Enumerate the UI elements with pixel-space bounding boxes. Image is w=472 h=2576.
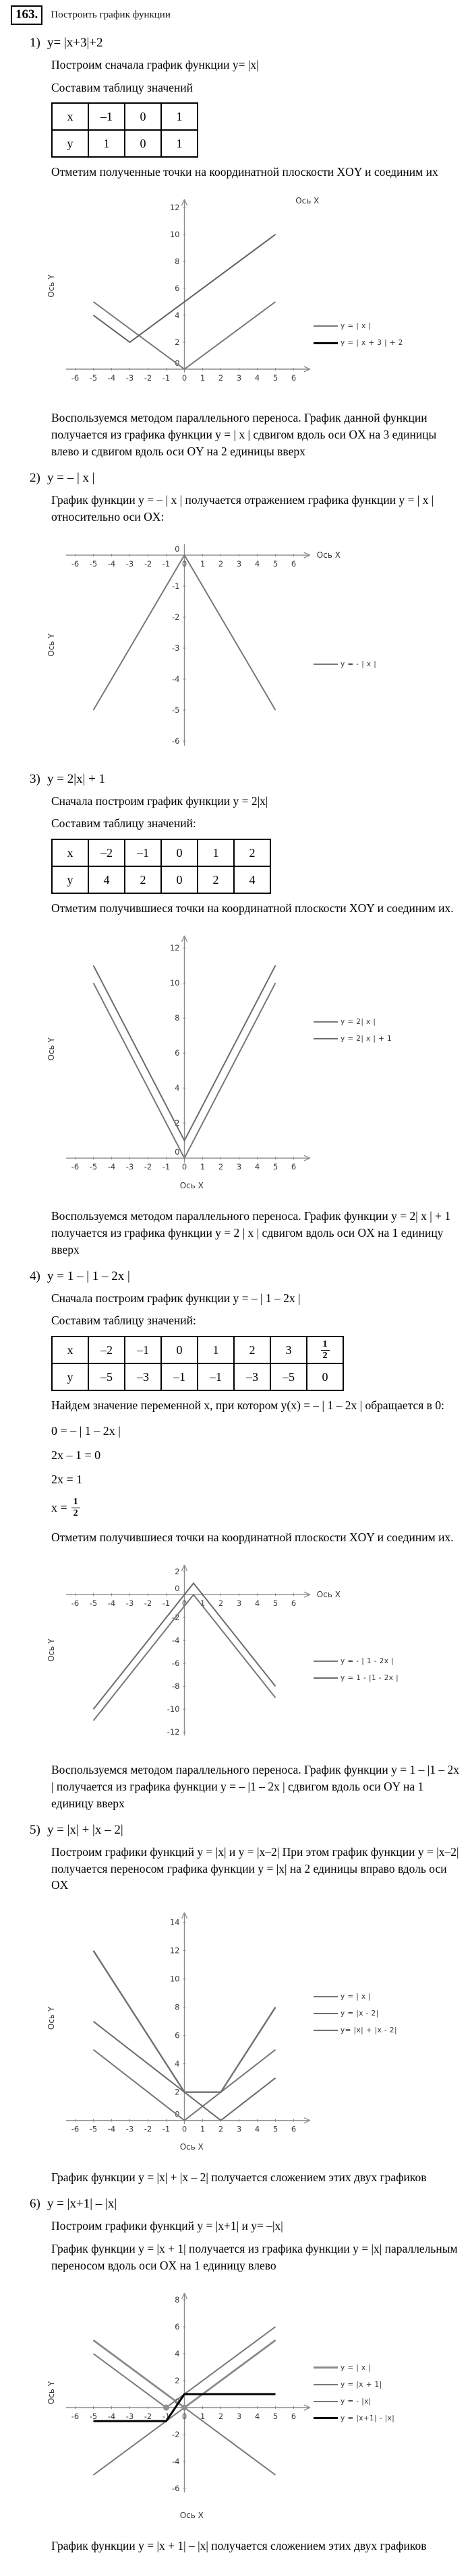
svg-text:4: 4 <box>254 1162 260 1172</box>
item-head-4 <box>30 1269 464 1284</box>
svg-text:-6: -6 <box>71 1162 80 1172</box>
svg-text:-2: -2 <box>144 1599 152 1609</box>
legend-line-swatch <box>314 1677 338 1679</box>
svg-text:5: 5 <box>272 1162 278 1172</box>
table-cell: x <box>52 1337 88 1363</box>
legend-line-swatch <box>314 2384 338 2385</box>
svg-text:2: 2 <box>218 558 224 569</box>
svg-text:-2: -2 <box>144 2411 152 2421</box>
equation-text: x = <box>51 1501 67 1515</box>
section-4 <box>9 1269 464 1812</box>
svg-text:Ось X: Ось X <box>179 2510 204 2520</box>
table-cell: x <box>52 839 88 866</box>
table-cell: 3 <box>270 1337 307 1363</box>
table-cell: 1 <box>88 130 125 157</box>
svg-text:-5: -5 <box>172 705 180 715</box>
item-label: 1) <box>30 35 40 50</box>
equation-x-half <box>51 1497 464 1519</box>
svg-text:6: 6 <box>175 2030 180 2040</box>
svg-text:3: 3 <box>236 1162 242 1172</box>
paragraph: Сначала построим график функции y = – | 1 – 2x | <box>51 1291 301 1305</box>
svg-text:0: 0 <box>175 544 180 554</box>
svg-text:0: 0 <box>175 358 180 368</box>
svg-text:2: 2 <box>175 2375 180 2385</box>
svg-text:-6: -6 <box>71 2411 80 2421</box>
table-cell: –1 <box>88 103 125 130</box>
paragraph: График функции y = |x + 1| получается из графика функции y = |x| параллельным переносом вдоль оси OX на 1 единицу влево <box>51 2241 458 2272</box>
legend-label: y = | x | <box>341 322 372 331</box>
svg-text:4: 4 <box>254 558 260 569</box>
table-cell: 1 <box>161 130 198 157</box>
svg-text:-1: -1 <box>162 1599 171 1609</box>
svg-text:-4: -4 <box>172 1636 180 1646</box>
table-cell: –1 <box>198 1363 234 1390</box>
svg-text:6: 6 <box>291 373 297 383</box>
svg-text:2: 2 <box>175 1567 180 1577</box>
table-cell: –1 <box>125 839 161 866</box>
svg-text:3: 3 <box>236 1599 242 1609</box>
equation <box>51 1448 464 1462</box>
svg-text:-4: -4 <box>107 1162 116 1172</box>
svg-text:Ось Y: Ось Y <box>47 274 56 298</box>
legend-label: y = - | x | <box>341 659 377 668</box>
svg-text:-4: -4 <box>172 674 180 684</box>
table-cell: 1 <box>198 839 234 866</box>
svg-text:-6: -6 <box>71 2124 80 2134</box>
svg-text:3: 3 <box>236 558 242 569</box>
svg-text:8: 8 <box>175 2294 180 2305</box>
svg-text:-2: -2 <box>172 1613 180 1623</box>
svg-text:-3: -3 <box>125 1599 134 1609</box>
table-cell: –5 <box>88 1363 125 1390</box>
svg-text:2: 2 <box>218 2411 224 2421</box>
svg-text:12: 12 <box>169 943 180 953</box>
legend-label: y = - |x| <box>341 2397 372 2406</box>
svg-text:-2: -2 <box>172 612 180 622</box>
svg-text:-1: -1 <box>162 2411 171 2421</box>
svg-text:-6: -6 <box>71 1599 80 1609</box>
svg-text:0: 0 <box>175 1584 180 1594</box>
paragraph: Отметим получившиеся точки на координатной плоскости XOY и соединим их. <box>51 1531 454 1545</box>
table-row <box>52 1337 343 1363</box>
paragraph: График функции y = – | x | получается отражением графика функции y = | x | относительно оси OX: <box>51 492 434 523</box>
svg-text:Ось X: Ось X <box>295 196 320 206</box>
paragraph: Составим таблицу значений: <box>51 816 196 831</box>
legend-line-swatch <box>314 1021 338 1023</box>
item-head-2 <box>30 471 464 486</box>
section-6 <box>9 2197 464 2554</box>
table-row <box>52 839 270 866</box>
svg-text:-3: -3 <box>125 373 134 383</box>
paragraph: Составим таблицу значений <box>51 80 194 94</box>
legend-entry <box>314 1673 399 1683</box>
svg-text:-3: -3 <box>125 1162 134 1172</box>
svg-text:6: 6 <box>291 1599 297 1609</box>
svg-text:4: 4 <box>175 311 180 321</box>
chart-legend <box>314 1656 399 1690</box>
svg-text:2: 2 <box>218 373 224 383</box>
svg-text:-4: -4 <box>107 1599 116 1609</box>
svg-text:-1: -1 <box>162 1162 171 1172</box>
paragraph: Построим графики функций y = |x| и y = |x–2| При этом график функции y = |x–2| получается переносом графика функции y = |x| на 2 единицы вправо вдоль оси OX <box>51 1844 459 1892</box>
svg-text:0: 0 <box>175 1147 180 1157</box>
table-cell: 0 <box>125 130 161 157</box>
svg-text:-1: -1 <box>162 2124 171 2134</box>
legend-entry <box>314 1656 399 1666</box>
legend-line-swatch <box>314 664 338 665</box>
item-formula: y = |x| + |x – 2| <box>47 1822 123 1837</box>
svg-text:-4: -4 <box>107 373 116 383</box>
item-formula: y= |x+3|+2 <box>47 35 103 50</box>
svg-text:3: 3 <box>236 373 242 383</box>
table-cell: –3 <box>125 1363 161 1390</box>
svg-text:-1: -1 <box>162 373 171 383</box>
values-table-3 <box>51 839 271 894</box>
chart-legend <box>314 321 403 355</box>
legend-line-swatch <box>314 1996 338 1997</box>
svg-text:8: 8 <box>175 1013 180 1023</box>
svg-text:4: 4 <box>254 1599 260 1609</box>
legend-label: y = |x - 2| <box>341 2009 379 2018</box>
equation-text: 2x = 1 <box>51 1473 83 1487</box>
svg-text:6: 6 <box>291 2124 297 2134</box>
legend-label: y = 2| x | <box>341 1018 376 1027</box>
section-5 <box>9 1823 464 2186</box>
table-cell: –2 <box>88 1337 125 1363</box>
chart-5 <box>27 1903 464 2158</box>
svg-text:6: 6 <box>291 1162 297 1172</box>
table-row <box>52 866 270 893</box>
svg-text:0: 0 <box>181 2124 187 2134</box>
page-title: Построить график функции <box>51 9 171 20</box>
item-formula: y = |x+1| – |x| <box>47 2197 117 2212</box>
svg-text:1: 1 <box>200 1162 206 1172</box>
legend-label: y = 2| x | + 1 <box>341 1035 392 1043</box>
legend-label: y = |x+1| - |x| <box>341 2414 395 2422</box>
svg-text:-5: -5 <box>89 373 98 383</box>
table-cell: –1 <box>125 1337 161 1363</box>
chart-2 <box>27 535 464 761</box>
table-cell: 0 <box>161 1337 198 1363</box>
legend-line-swatch <box>314 1038 338 1039</box>
svg-text:2: 2 <box>175 1118 180 1128</box>
table-cell: 4 <box>88 866 125 893</box>
table-cell: –2 <box>88 839 125 866</box>
svg-text:-2: -2 <box>144 558 152 569</box>
svg-text:-12: -12 <box>167 1727 180 1737</box>
values-table-4 <box>51 1336 344 1391</box>
legend-entry <box>314 2009 397 2018</box>
svg-text:-1: -1 <box>162 558 171 569</box>
svg-text:6: 6 <box>175 1048 180 1058</box>
svg-text:4: 4 <box>175 2059 180 2069</box>
paragraph: График функции y = |x| + |x – 2| получается сложением этих двух графиков <box>51 2170 427 2185</box>
problem-header <box>11 5 464 25</box>
svg-text:6: 6 <box>175 284 180 294</box>
paragraph: Найдем значение переменной x, при котором y(x) = – | 1 – 2x | обращается в 0: <box>51 1398 444 1413</box>
table-cell: 1 <box>198 1337 234 1363</box>
svg-text:4: 4 <box>254 373 260 383</box>
svg-text:4: 4 <box>254 2124 260 2134</box>
paragraph: Воспользуемся методом параллельного переноса. График данной функции получается из графика функции y = | x | сдвигом вдоль оси OX на 3 единицы влево и сдвигом вдоль оси OY на 2 единицы вверх <box>51 411 437 458</box>
paragraph: Воспользуемся методом параллельного переноса. График функции y = 1 – |1 – 2x | получается из графика функции y = – |1 – 2x | сдвигом вдоль оси OY на 1 единицу вверх <box>51 1763 460 1810</box>
svg-text:0: 0 <box>181 1599 187 1609</box>
svg-text:14: 14 <box>169 1917 180 1927</box>
svg-text:-2: -2 <box>144 1162 152 1172</box>
chart-4 <box>27 1555 464 1751</box>
table-cell: 0 <box>307 1363 343 1390</box>
item-label: 6) <box>30 2197 40 2212</box>
item-formula: y = – | x | <box>47 470 95 485</box>
equation <box>51 1424 464 1438</box>
table-row <box>52 130 198 157</box>
svg-text:-3: -3 <box>125 558 134 569</box>
svg-text:5: 5 <box>272 2124 278 2134</box>
svg-text:-2: -2 <box>172 2429 180 2439</box>
svg-text:-4: -4 <box>107 558 116 569</box>
svg-text:-6: -6 <box>172 2483 180 2493</box>
chart-legend <box>314 1992 397 2042</box>
table-cell: 0 <box>161 866 198 893</box>
problem-number: 163. <box>11 5 42 25</box>
equation <box>51 1473 464 1487</box>
svg-text:10: 10 <box>169 230 180 240</box>
table-cell: 2 <box>234 839 270 866</box>
legend-line-swatch <box>314 342 338 344</box>
svg-text:Ось Y: Ось Y <box>47 633 56 657</box>
paragraph: Отметим получившиеся точки на координатной плоскости XOY и соединим их. <box>51 901 454 915</box>
paragraph: График функции y = |x + 1| – |x| получается сложением этих двух графиков <box>51 2538 427 2552</box>
legend-label: y= |x| + |x - 2| <box>341 2026 397 2035</box>
svg-text:0: 0 <box>181 1162 187 1172</box>
item-label: 3) <box>30 771 40 786</box>
svg-text:4: 4 <box>175 2348 180 2358</box>
legend-entry <box>314 2397 394 2406</box>
svg-text:-3: -3 <box>125 2124 134 2134</box>
legend-entry <box>314 2026 397 2035</box>
chart-legend <box>314 2363 394 2430</box>
svg-text:0: 0 <box>175 2396 180 2406</box>
chart-legend <box>314 659 376 676</box>
legend-label: y = | x | <box>341 2363 372 2372</box>
equation-text: 2x – 1 = 0 <box>51 1448 101 1462</box>
legend-entry <box>314 2414 394 2423</box>
chart-3 <box>27 926 464 1197</box>
svg-text:-6: -6 <box>71 558 80 569</box>
fraction: $\frac{1}{2}$ <box>321 1339 330 1361</box>
legend-entry <box>314 338 403 348</box>
svg-text:-3: -3 <box>172 643 180 653</box>
svg-text:-5: -5 <box>89 2411 98 2421</box>
svg-text:-10: -10 <box>167 1704 180 1714</box>
table-cell: 0 <box>161 839 198 866</box>
legend-entry <box>314 659 376 669</box>
svg-text:-6: -6 <box>172 736 180 746</box>
legend-label: y = 1 - |1 - 2x | <box>341 1674 399 1683</box>
svg-text:4: 4 <box>175 1083 180 1093</box>
legend-entry <box>314 2363 394 2373</box>
table-row <box>52 103 198 130</box>
table-cell: –5 <box>270 1363 307 1390</box>
legend-entry <box>314 2380 394 2389</box>
section-2 <box>9 471 464 761</box>
svg-text:5: 5 <box>272 1599 278 1609</box>
legend-line-swatch <box>314 2417 338 2419</box>
table-cell: 2 <box>234 1337 270 1363</box>
svg-text:-5: -5 <box>89 1162 98 1172</box>
item-head-1 <box>30 36 464 51</box>
table-cell: y <box>52 866 88 893</box>
svg-text:0: 0 <box>181 2411 187 2421</box>
svg-text:-5: -5 <box>89 2124 98 2134</box>
svg-text:6: 6 <box>291 2411 297 2421</box>
legend-entry <box>314 1034 392 1043</box>
legend-entry <box>314 1992 397 2001</box>
svg-text:-4: -4 <box>172 2456 180 2466</box>
svg-text:Ось X: Ось X <box>316 550 341 560</box>
svg-text:-5: -5 <box>89 1599 98 1609</box>
svg-text:Ось Y: Ось Y <box>47 1638 56 1662</box>
values-table-1 <box>51 102 198 158</box>
item-label: 4) <box>30 1268 40 1283</box>
svg-text:0: 0 <box>181 373 187 383</box>
legend-line-swatch <box>314 2030 338 2031</box>
item-formula: y = 2|x| + 1 <box>47 771 106 786</box>
chart-6 <box>27 2284 464 2527</box>
svg-text:8: 8 <box>175 2002 180 2012</box>
paragraph: Отметим полученные точки на координатной плоскости XOY и соединим их <box>51 165 438 179</box>
section-1 <box>9 36 464 460</box>
svg-text:12: 12 <box>169 1945 180 1956</box>
svg-text:6: 6 <box>291 558 297 569</box>
svg-text:Ось Y: Ось Y <box>47 2007 56 2030</box>
table-cell: 2 <box>198 866 234 893</box>
svg-text:3: 3 <box>236 2411 242 2421</box>
svg-text:4: 4 <box>254 2411 260 2421</box>
chart-1 <box>27 190 464 399</box>
svg-text:Ось X: Ось X <box>316 1590 341 1600</box>
svg-text:1: 1 <box>200 373 206 383</box>
svg-text:8: 8 <box>175 257 180 267</box>
svg-text:-2: -2 <box>144 373 152 383</box>
svg-text:Ось X: Ось X <box>179 1181 204 1191</box>
table-cell: y <box>52 130 88 157</box>
paragraph: Построим графики функций y = |x+1| и y= –|x| <box>51 2219 283 2233</box>
legend-line-swatch <box>314 2366 338 2369</box>
legend-label: y = | x | <box>341 1993 372 2001</box>
table-cell: 2 <box>125 866 161 893</box>
chart-legend <box>314 1017 392 1051</box>
table-cell: 4 <box>234 866 270 893</box>
table-cell: y <box>52 1363 88 1390</box>
item-head-6 <box>30 2197 464 2212</box>
item-head-5 <box>30 1823 464 1838</box>
svg-text:-5: -5 <box>89 558 98 569</box>
legend-entry <box>314 321 403 331</box>
svg-text:0: 0 <box>181 558 187 569</box>
svg-text:2: 2 <box>218 1599 224 1609</box>
paragraph: Сначала построим график функции y = 2|x| <box>51 794 268 808</box>
svg-text:-8: -8 <box>172 1681 180 1692</box>
svg-text:5: 5 <box>272 558 278 569</box>
svg-text:10: 10 <box>169 1974 180 1984</box>
equation-text: 0 = – | 1 – 2x | <box>51 1424 121 1438</box>
paragraph: Воспользуемся методом параллельного переноса. График функции y = 2| x | + 1 получается из графика функции y = 2 | x | сдвигом вдоль оси OX на 1 единицу вверх <box>51 1209 451 1256</box>
svg-text:-2: -2 <box>144 2124 152 2134</box>
svg-text:2: 2 <box>175 2087 180 2097</box>
table-cell: –1 <box>161 1363 198 1390</box>
svg-text:-4: -4 <box>107 2411 116 2421</box>
svg-text:5: 5 <box>272 373 278 383</box>
paragraph: Составим таблицу значений: <box>51 1314 196 1328</box>
svg-text:-1: -1 <box>172 581 180 591</box>
legend-line-swatch <box>314 325 338 327</box>
svg-text:1: 1 <box>200 1599 206 1609</box>
section-3 <box>9 772 464 1258</box>
svg-text:3: 3 <box>236 2124 242 2134</box>
svg-text:10: 10 <box>169 978 180 988</box>
fraction-one-half: $\frac{1}{2}$ <box>71 1497 80 1519</box>
table-cell: –3 <box>234 1363 270 1390</box>
svg-text:0: 0 <box>175 2109 180 2119</box>
legend-line-swatch <box>314 1661 338 1662</box>
paragraph: Построим сначала график функции y= |x| <box>51 57 259 71</box>
svg-text:-6: -6 <box>71 373 80 383</box>
legend-label: y = | x + 3 | + 2 <box>341 339 403 348</box>
svg-text:2: 2 <box>218 2124 224 2134</box>
svg-text:6: 6 <box>175 2321 180 2331</box>
svg-text:2: 2 <box>175 337 180 348</box>
legend-line-swatch <box>314 2013 338 2014</box>
item-label: 5) <box>30 1822 40 1837</box>
svg-text:1: 1 <box>200 2124 206 2134</box>
item-head-3 <box>30 772 464 787</box>
svg-text:12: 12 <box>169 203 180 213</box>
table-row <box>52 1363 343 1390</box>
svg-text:-3: -3 <box>125 2411 134 2421</box>
svg-text:-4: -4 <box>107 2124 116 2134</box>
table-cell: x <box>52 103 88 130</box>
svg-text:-6: -6 <box>172 1659 180 1669</box>
svg-text:Ось Y: Ось Y <box>47 1037 56 1061</box>
svg-text:5: 5 <box>272 2411 278 2421</box>
legend-entry <box>314 1017 392 1027</box>
legend-label: y = |x + 1| <box>341 2380 382 2389</box>
item-label: 2) <box>30 470 40 485</box>
svg-text:Ось X: Ось X <box>179 2142 204 2152</box>
table-cell <box>307 1337 343 1363</box>
table-cell: 0 <box>125 103 161 130</box>
item-formula: y = 1 – | 1 – 2x | <box>47 1268 130 1283</box>
svg-text:2: 2 <box>218 1162 224 1172</box>
svg-text:1: 1 <box>200 2411 206 2421</box>
legend-label: y = - | 1 - 2x | <box>341 1657 394 1666</box>
svg-text:Ось Y: Ось Y <box>47 2381 56 2404</box>
svg-text:1: 1 <box>200 558 206 569</box>
table-cell: 1 <box>161 103 198 130</box>
legend-line-swatch <box>314 2401 338 2402</box>
